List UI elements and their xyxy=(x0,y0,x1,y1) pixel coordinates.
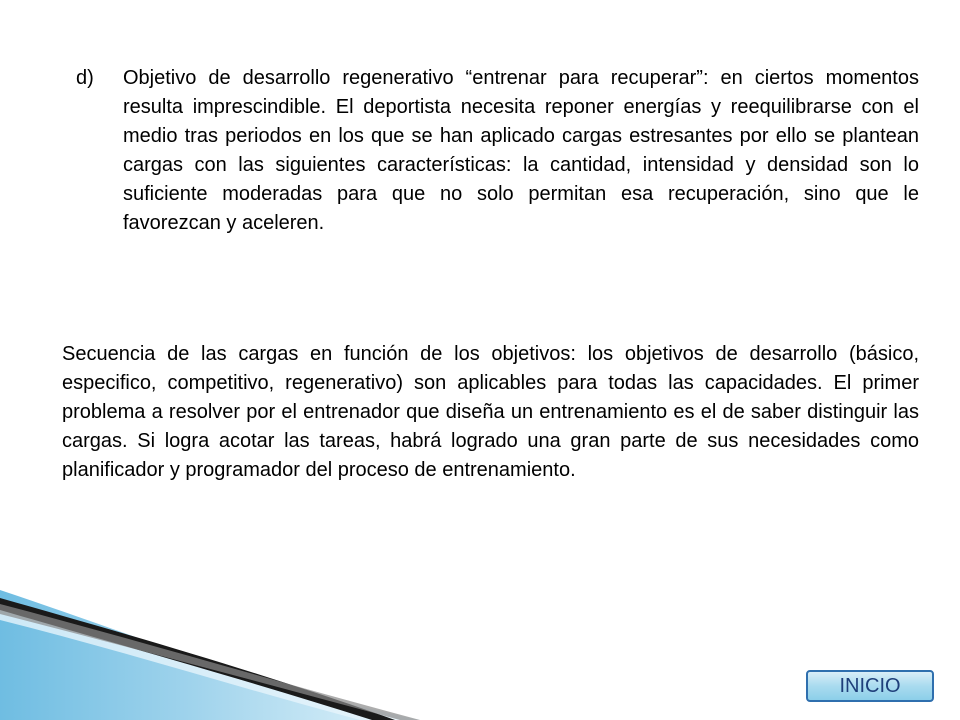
list-marker: d) xyxy=(76,67,94,89)
inicio-button[interactable]: INICIO xyxy=(806,670,934,702)
list-item-text: Objetivo de desarrollo regenerativo “entrenar para recuperar”: en ciertos momentos resulta imprescindible. El deportista necesita reponer energías y reequilibrarse con el medio tras periodos en los que se han aplicado cargas estresantes por ello se plantean cargas con las siguientes características: la cantidad, intensidad y densidad son lo suficiente moderadas para que no solo permitan esa recuperación, sino que le favorezcan y aceleren. xyxy=(123,67,919,234)
list-item-d xyxy=(76,64,919,238)
sequence-paragraph: Secuencia de las cargas en función de los objetivos: los objetivos de desarrollo (básico, especifico, competitivo, regenerativo) son aplicables para todas las capacidades. El primer problema a resolver por el entrenador que diseña un entrenamiento es el de saber distinguir las cargas. Si logra acotar las tareas, habrá logrado una gran parte de sus necesidades como planificador y programador del proceso de entrenamiento. xyxy=(62,343,919,481)
